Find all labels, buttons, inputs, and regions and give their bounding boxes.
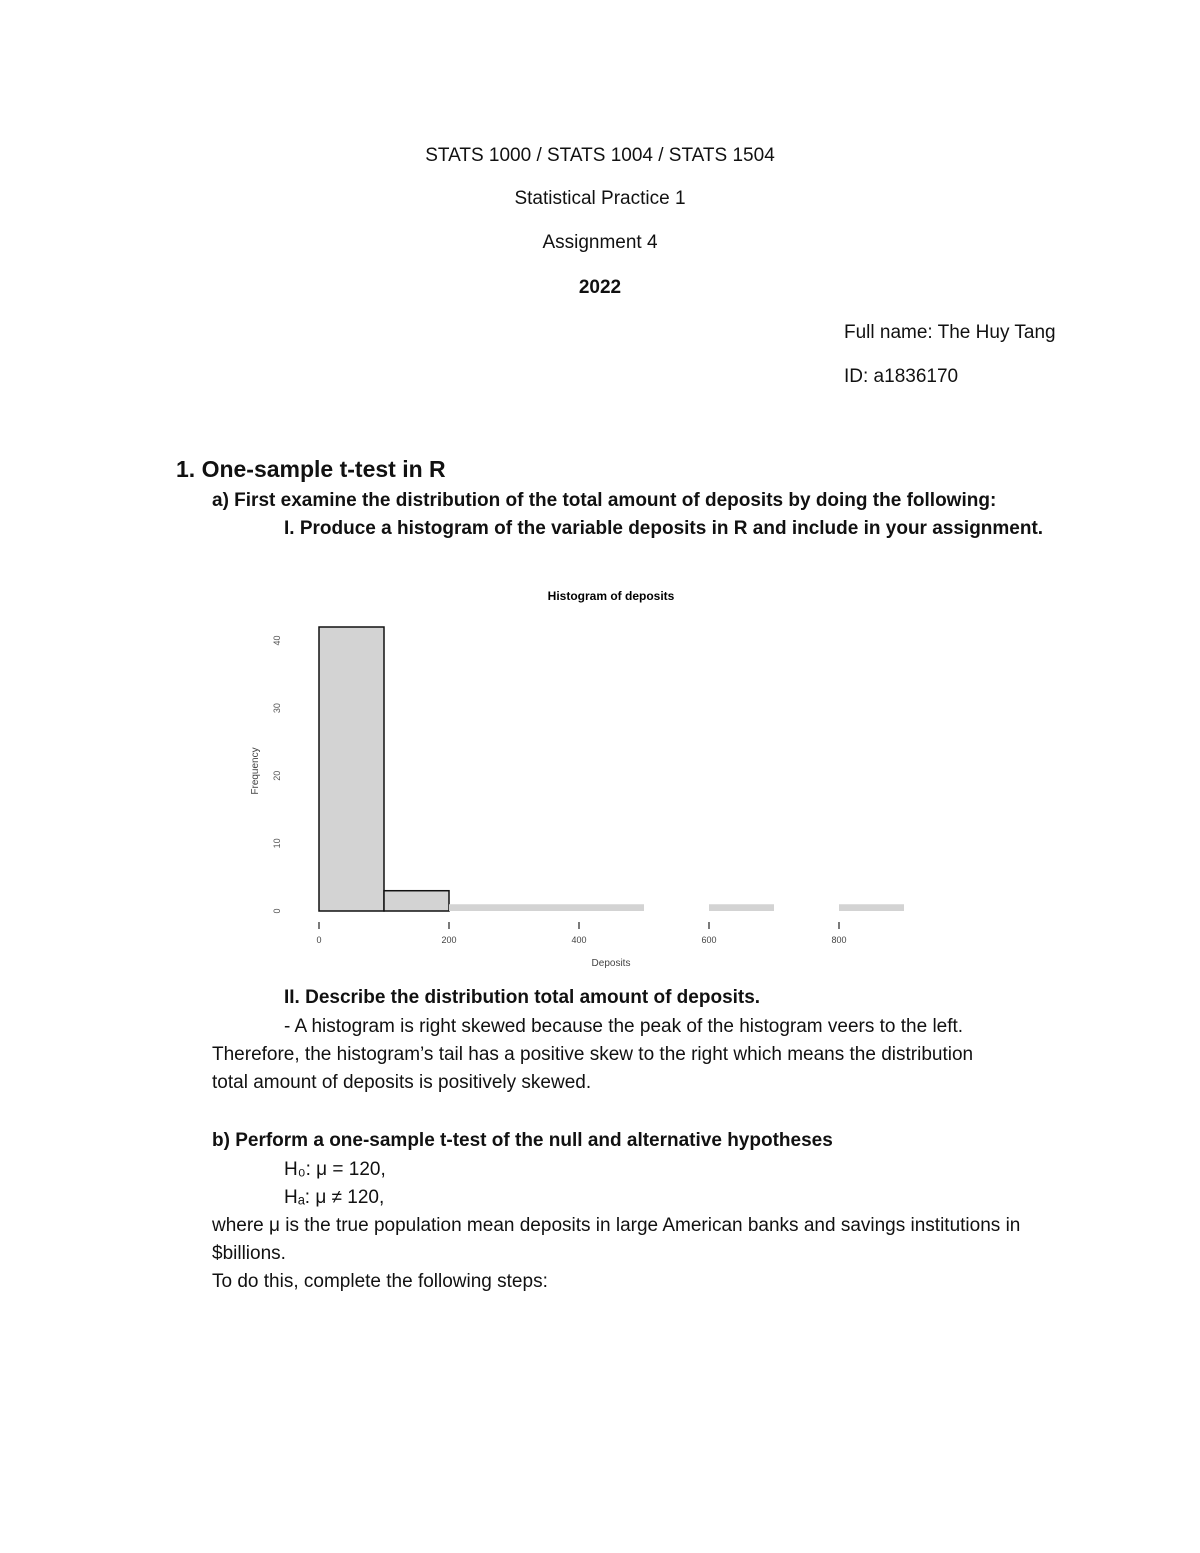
histogram-bar bbox=[709, 904, 774, 911]
y-tick-label: 10 bbox=[272, 838, 282, 849]
chart-title: Histogram of deposits bbox=[547, 589, 675, 603]
y-tick-label: 20 bbox=[272, 770, 282, 781]
y-tick-label: 0 bbox=[272, 908, 282, 914]
y-tick-label: 30 bbox=[272, 703, 282, 714]
histogram-bar bbox=[839, 904, 904, 911]
histogram-chart bbox=[230, 578, 930, 973]
alternative-hypothesis: Hₐ: μ ≠ 120, bbox=[284, 1187, 385, 1208]
where-line-2: $billions. bbox=[212, 1243, 286, 1264]
answer-line-1: - A histogram is right skewed because the peak of the histogram veers to the left. bbox=[284, 1016, 964, 1037]
histogram-bar bbox=[514, 904, 579, 911]
assignment-title: Assignment 4 bbox=[542, 232, 658, 253]
x-axis-label: Deposits bbox=[591, 958, 631, 969]
x-axis bbox=[316, 922, 846, 945]
item-i-heading: I. Produce a histogram of the variable deposits in R and include in your assignment. bbox=[284, 518, 1044, 539]
where-line-1: where μ is the true population mean deposits in large American banks and savings institutions in bbox=[212, 1215, 1021, 1236]
histogram-bar bbox=[319, 627, 384, 911]
histogram-bar bbox=[579, 904, 644, 911]
student-id: ID: a1836170 bbox=[844, 366, 959, 387]
year: 2022 bbox=[578, 277, 622, 298]
part-b-heading: b) Perform a one-sample t-test of the null and alternative hypotheses bbox=[212, 1130, 833, 1151]
full-name: Full name: The Huy Tang bbox=[844, 322, 1056, 343]
histogram-bar bbox=[384, 891, 449, 911]
x-tick-label: 800 bbox=[831, 935, 847, 945]
y-axis bbox=[272, 636, 282, 914]
histogram-bars bbox=[319, 627, 904, 911]
answer-line-3: total amount of deposits is positively skewed. bbox=[212, 1072, 592, 1093]
x-tick-label: 400 bbox=[571, 935, 587, 945]
null-hypothesis: H₀: μ = 120, bbox=[284, 1159, 386, 1180]
section-heading: 1. One-sample t-test in R bbox=[176, 456, 446, 482]
subject-title: Statistical Practice 1 bbox=[514, 188, 686, 209]
answer-line-2: Therefore, the histogram’s tail has a positive skew to the right which means the distribution bbox=[212, 1044, 974, 1065]
y-axis-label: Frequency bbox=[250, 747, 261, 795]
y-tick-label: 40 bbox=[272, 635, 282, 646]
course-codes: STATS 1000 / STATS 1004 / STATS 1504 bbox=[425, 145, 775, 166]
steps-intro: To do this, complete the following steps: bbox=[212, 1271, 548, 1292]
x-tick-label: 0 bbox=[316, 935, 322, 945]
part-a-heading: a) First examine the distribution of the total amount of deposits by doing the following: bbox=[212, 490, 997, 511]
item-ii-heading: II. Describe the distribution total amount of deposits. bbox=[284, 987, 761, 1008]
histogram-bar bbox=[449, 904, 514, 911]
x-tick-label: 600 bbox=[701, 935, 717, 945]
x-tick-label: 200 bbox=[441, 935, 457, 945]
